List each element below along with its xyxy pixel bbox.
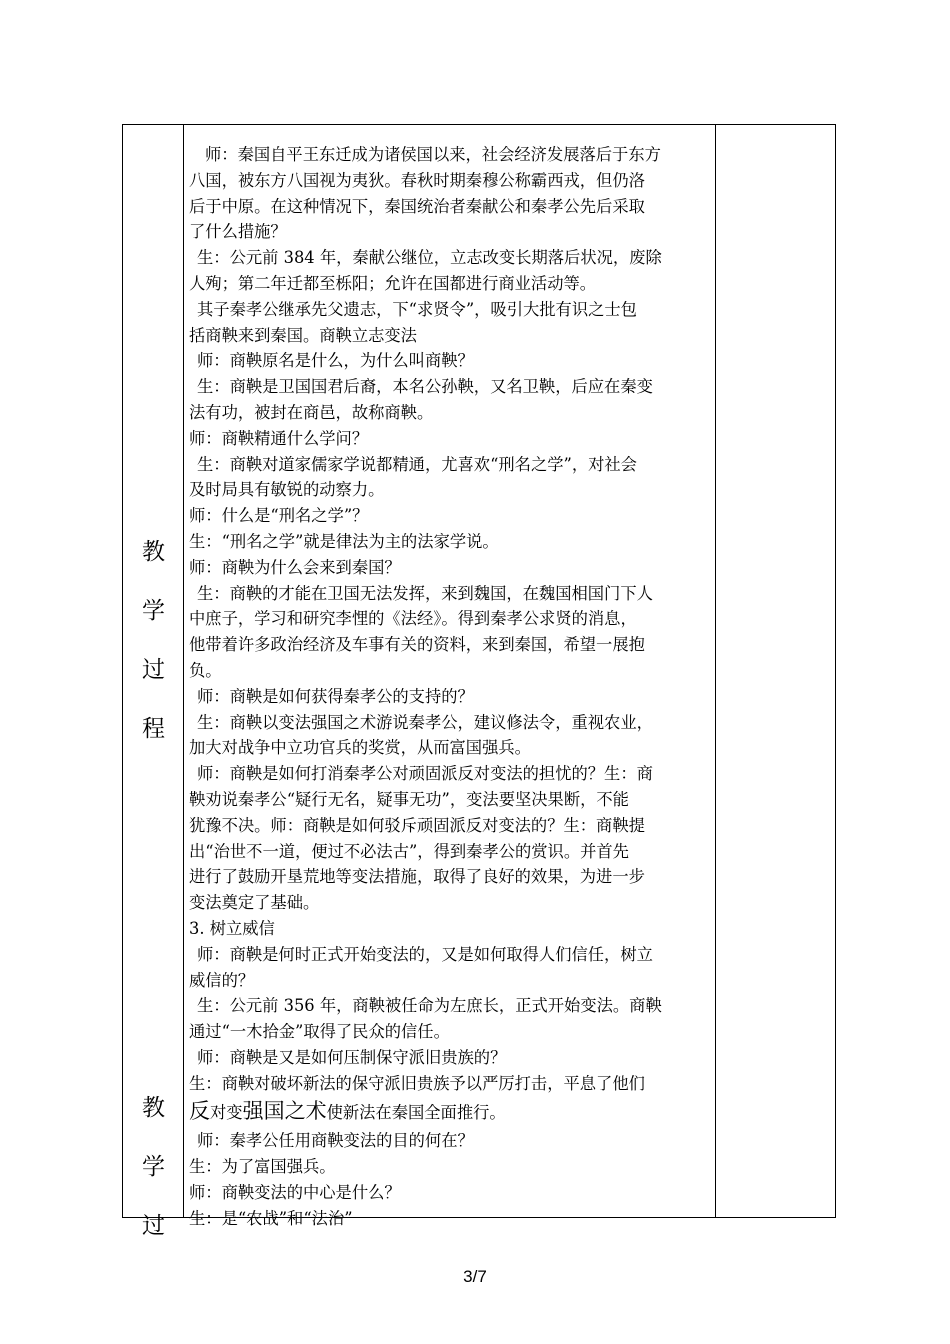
section-label-char: 教 — [142, 1095, 165, 1121]
content-line: 他带着许多政治经济及车事有关的资料，来到秦国，希望一展抱 — [189, 635, 645, 655]
teaching-content — [184, 125, 717, 1228]
content-line: 师：商鞅为什么会来到秦国？ — [189, 557, 401, 577]
content-fragment: 对变 — [210, 1103, 243, 1123]
section-label-char: 学 — [142, 1154, 165, 1180]
content-line: 出“治世不一道，便过不必法古”，得到秦孝公的赏识。并首先 — [189, 841, 629, 861]
content-line: 变法奠定了基础。 — [189, 893, 320, 913]
content-line: 通过“一木拾金”取得了民众的信任。 — [189, 1022, 450, 1042]
notes-column — [715, 125, 835, 1217]
content-line: 法有功，被封在商邑，故称商鞅。 — [189, 402, 434, 422]
section-label-char: 过 — [142, 657, 165, 683]
content-line: 威信的？ — [189, 970, 255, 990]
content-line: 师：商鞅是如何获得秦孝公的支持的？ — [197, 686, 474, 706]
content-line: 师：秦孝公任用商鞅变法的目的何在？ — [197, 1131, 474, 1151]
content-line-mixed — [189, 1096, 711, 1128]
content-line: 中庶子，学习和研究李悝的《法经》。得到秦孝公求贤的消息， — [189, 609, 637, 629]
content-line: 生：公元前 356 年，商鞅被任命为左庶长，正式开始变法。商鞅 — [197, 996, 662, 1016]
content-line: 其子秦孝公继承先父遗志，下“求贤令”，吸引大批有识之士包 — [197, 299, 637, 319]
content-line: 进行了鼓励开垦荒地等变法措施，取得了良好的效果，为进一步 — [189, 867, 645, 887]
section-label-top — [123, 523, 184, 759]
section-label-bottom — [123, 1079, 184, 1256]
content-line: 负。 — [189, 660, 222, 680]
content-line: 生：商鞅对道家儒家学说都精通，尤喜欢“刑名之学”，对社会 — [197, 454, 637, 474]
lesson-table — [122, 124, 836, 1239]
content-line: 师：商鞅是何时正式开始变法的，又是如何取得人们信任，树立 — [197, 944, 653, 964]
content-line: 师：什么是“刑名之学”？ — [189, 506, 369, 526]
content-line: 师：商鞅是如何打消秦孝公对顽固派反对变法的担忧的？生：商 — [197, 764, 653, 784]
content-line: 生：“刑名之学”就是律法为主的法家学说。 — [189, 531, 499, 551]
content-line: 生：商鞅以变法强国之术游说秦孝公，建议修法令，重视农业， — [197, 712, 653, 732]
content-line: 生：公元前 384 年，秦献公继位，立志改变长期落后状况，废除 — [197, 248, 662, 268]
content-line: 师：商鞅变法的中心是什么？ — [189, 1183, 401, 1203]
content-line: 加大对战争中立功官兵的奖赏，从而富国强兵。 — [189, 738, 531, 758]
content-fragment: 反 — [189, 1099, 210, 1124]
content-line: 鞅劝说秦孝公“疑行无名，疑事无功”，变法要坚决果断，不能 — [189, 789, 629, 809]
content-line: 生：是“农战”和“法治” — [189, 1208, 353, 1228]
content-line: 生：商鞅的才能在卫国无法发挥，来到魏国，在魏国相国门下人 — [197, 583, 653, 603]
content-line: 师：秦国自平王东迁成为诸侯国以来，社会经济发展落后于东方 — [205, 145, 661, 164]
section-label-char: 教 — [142, 539, 165, 565]
section-heading: 3. 树立威信 — [189, 918, 275, 938]
content-fragment: 强国之术 — [242, 1099, 327, 1124]
content-line: 师：商鞅精通什么学问？ — [189, 428, 369, 448]
content-line: 犹豫不决。师：商鞅是如何驳斥顽固派反对变法的？生：商鞅提 — [189, 815, 645, 835]
content-line: 及时局具有敏锐的动察力。 — [189, 480, 385, 500]
page-number: 3/7 — [463, 1267, 487, 1286]
content-line: 生：商鞅是卫国国君后裔，本名公孙鞅，又名卫鞅，后应在秦变 — [197, 377, 653, 397]
section-label-column — [123, 125, 184, 1239]
content-line: 八国，被东方八国视为夷狄。春秋时期秦穆公称霸西戎，但仍洛 — [189, 170, 645, 190]
section-label-char: 程 — [142, 716, 165, 742]
content-line: 师：商鞅原名是什么，为什么叫商鞅？ — [197, 351, 474, 371]
content-line: 了什么措施？ — [189, 222, 287, 242]
content-line: 师：商鞅是又是如何压制保守派旧贵族的？ — [197, 1047, 507, 1067]
content-line: 生：商鞅对破坏新法的保守派旧贵族予以严厉打击，平息了他们 — [189, 1073, 645, 1093]
content-line: 后于中原。在这种情况下，秦国统治者秦献公和秦孝公先后采取 — [189, 196, 645, 216]
content-fragment: 使新法在秦国全面推行。 — [326, 1103, 506, 1123]
content-line: 生：为了富国强兵。 — [189, 1157, 336, 1177]
section-label-char: 学 — [142, 598, 165, 624]
content-line: 括商鞅来到秦国。商鞅立志变法 — [189, 325, 417, 345]
section-label-char: 过 — [142, 1213, 165, 1239]
content-line: 人殉；第二年迁都至栎阳；允许在国都进行商业活动等。 — [189, 273, 597, 293]
